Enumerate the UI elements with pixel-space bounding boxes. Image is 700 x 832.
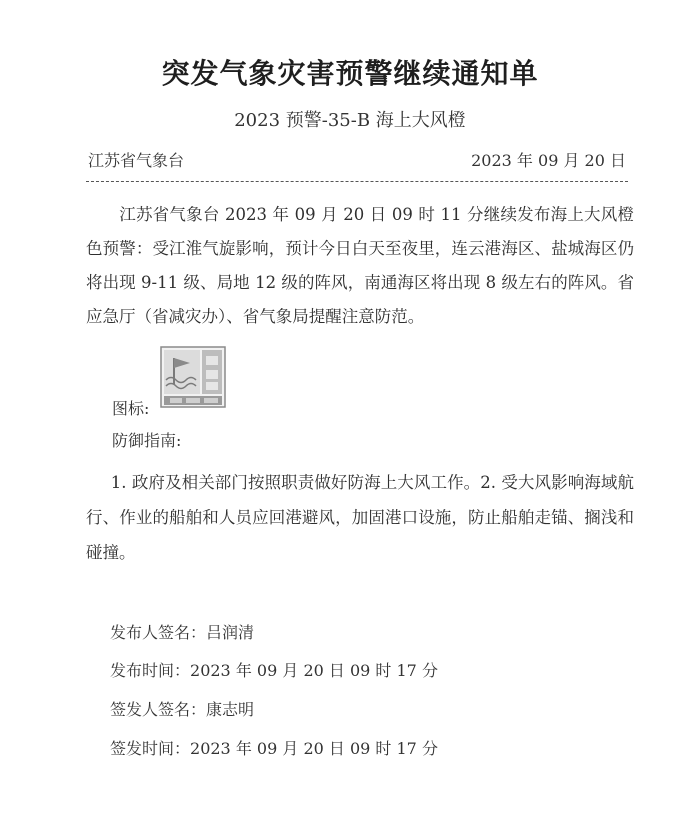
warning-code: 2023 预警-35-B 海上大风橙 xyxy=(234,110,466,131)
dashed-divider xyxy=(86,181,628,182)
publish-time: 发布时间：2023 年 09 月 20 日 09 时 17 分 xyxy=(110,661,438,680)
publisher-signature: 发布人签名：吕润清 xyxy=(110,623,255,642)
warning-body: 江苏省气象台 2023 年 09 月 20 日 09 时 11 分继续发布海上大风橙色预警：受江淮气旋影响，预计今日白天至夜里，连云港海区、盐城海区仍将出现 9-11 级、局地 12 级的阵风，南通海区将出现 8 级左右的阵风。省应急厅（省减灾办）、省气象局提醒注意防范。 xyxy=(86,205,634,326)
document-title: 突发气象灾害预警继续通知单 xyxy=(161,57,539,90)
issue-date: 2023 年 09 月 20 日 xyxy=(471,151,626,170)
approve-time: 签发时间：2023 年 09 月 20 日 09 时 17 分 xyxy=(110,739,438,758)
defense-guide-text: 1. 政府及相关部门按照职责做好防海上大风工作。2. 受大风影响海域航行、作业的船舶和人员应回港避风，加固港口设施，防止船舶走锚、搁浅和碰撞。 xyxy=(86,473,634,562)
issuer: 江苏省气象台 xyxy=(88,151,185,170)
icon-label: 图标: xyxy=(112,399,150,418)
orange-gale-warning-icon xyxy=(160,346,226,408)
defense-guide-title: 防御指南: xyxy=(112,431,182,450)
approver-signature: 签发人签名：康志明 xyxy=(110,700,255,719)
